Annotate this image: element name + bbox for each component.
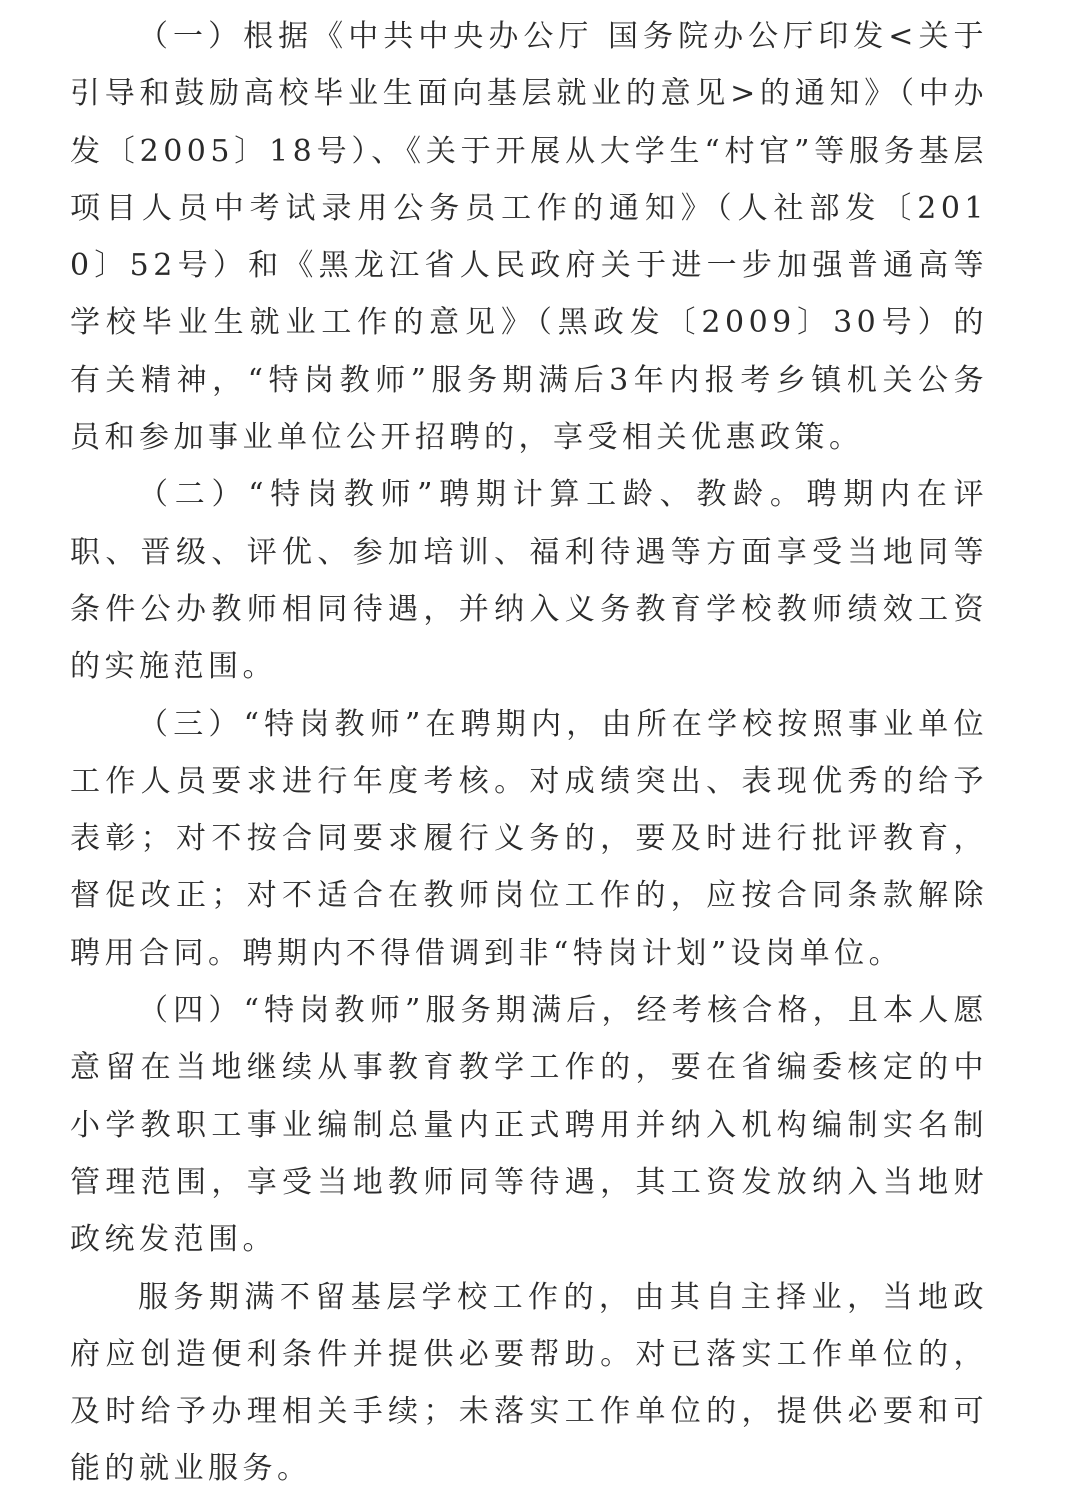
paragraph-policy-3: （三）“特岗教师”在聘期内，由所在学校按照事业单位工作人员要求进行年度考核。对成绩突出、表现优秀的给予表彰；对不按合同要求履行义务的，要及时进行批评教育，督促改正；对不适合在教师岗位工作的，应按合同条款解除聘用合同。聘期内不得借调到非“特岗计划”设岗单位。 [70,706,988,971]
paragraph-policy-2: （二）“特岗教师”聘期计算工龄、教龄。聘期内在评职、晋级、评优、参加培训、福利待遇等方面享受当地同等条件公办教师相同待遇，并纳入义务教育学校教师绩效工资的实施范围。 [70,477,988,685]
document-body [70,8,988,1498]
paragraph-policy-1: （一）根据《中共中央办公厅 国务院办公厅印发<关于引导和鼓励高校毕业生面向基层就业的意见>的通知》（中办发〔2005〕18号）、《关于开展从大学生“村官”等服务基层项目人员中考试录用公务员工作的通知》（人社部发〔2010〕52号）和《黑龙江省人民政府关于进一步加强普通高等学校毕业生就业工作的意见》（黑政发〔2009〕30号）的有关精神，“特岗教师”服务期满后3年内报考乡镇机关公务员和参加事业单位公开招聘的，享受相关优惠政策。 [70,19,988,456]
paragraph-policy-5: 服务期满不留基层学校工作的，由其自主择业，当地政府应创造便利条件并提供必要帮助。对已落实工作单位的，及时给予办理相关手续；未落实工作单位的，提供必要和可能的就业服务。 [70,1279,988,1487]
paragraph-policy-4: （四）“特岗教师”服务期满后，经考核合格，且本人愿意留在当地继续从事教育教学工作的，要在省编委核定的中小学教职工事业编制总量内正式聘用并纳入机构编制实名制管理范围，享受当地教师同等待遇，其工资发放纳入当地财政统发范围。 [70,993,988,1258]
